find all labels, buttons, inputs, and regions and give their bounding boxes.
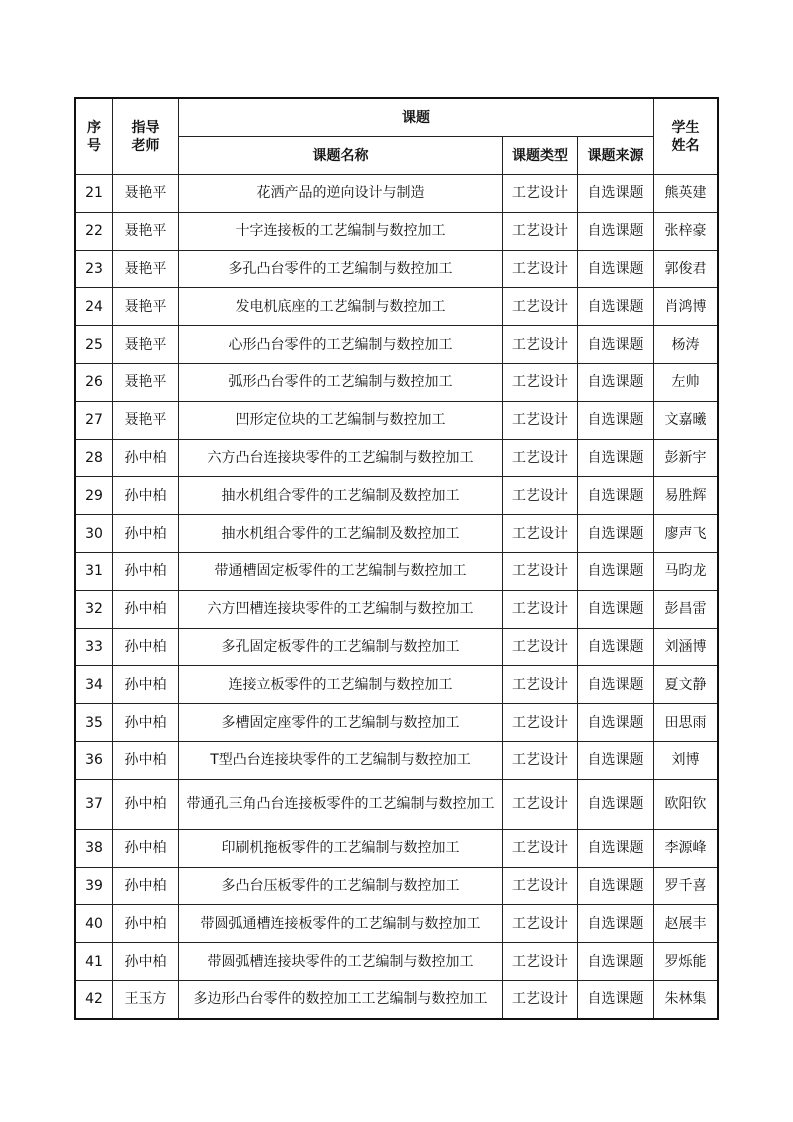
- cell-advisor: 孙中柏: [113, 666, 179, 704]
- cell-topic-source: 自选课题: [578, 250, 654, 288]
- cell-advisor: 聂艳平: [113, 326, 179, 364]
- cell-index: 41: [76, 943, 113, 981]
- cell-advisor: 孙中柏: [113, 552, 179, 590]
- table-row: [76, 326, 718, 364]
- cell-advisor: 孙中柏: [113, 515, 179, 553]
- cell-student: 彭昌雷: [654, 590, 718, 628]
- cell-topic-type: 工艺设计: [503, 439, 578, 477]
- table-body: [76, 175, 718, 1019]
- table-row: [76, 552, 718, 590]
- table-row: [76, 439, 718, 477]
- cell-topic-source: 自选课题: [578, 980, 654, 1018]
- cell-topic-name: 多凸台压板零件的工艺编制与数控加工: [179, 867, 503, 905]
- table-row: [76, 779, 718, 829]
- cell-student: 田思雨: [654, 704, 718, 742]
- cell-topic-source: 自选课题: [578, 288, 654, 326]
- cell-index: 34: [76, 666, 113, 704]
- cell-topic-name: 发电机底座的工艺编制与数控加工: [179, 288, 503, 326]
- cell-topic-source: 自选课题: [578, 628, 654, 666]
- cell-topic-type: 工艺设计: [503, 175, 578, 213]
- cell-topic-type: 工艺设计: [503, 704, 578, 742]
- table-row: [76, 905, 718, 943]
- cell-index: 33: [76, 628, 113, 666]
- cell-topic-source: 自选课题: [578, 867, 654, 905]
- table-row: [76, 943, 718, 981]
- cell-topic-source: 自选课题: [578, 943, 654, 981]
- cell-topic-source: 自选课题: [578, 829, 654, 867]
- cell-topic-type: 工艺设计: [503, 288, 578, 326]
- cell-index: 35: [76, 704, 113, 742]
- cell-advisor: 孙中柏: [113, 779, 179, 829]
- cell-topic-type: 工艺设计: [503, 363, 578, 401]
- cell-topic-source: 自选课题: [578, 175, 654, 213]
- header-index-label: 序 号: [87, 119, 101, 154]
- cell-topic-name: 十字连接板的工艺编制与数控加工: [179, 212, 503, 250]
- cell-topic-type: 工艺设计: [503, 943, 578, 981]
- cell-topic-name: 连接立板零件的工艺编制与数控加工: [179, 666, 503, 704]
- cell-student: 欧阳钦: [654, 779, 718, 829]
- cell-topic-source: 自选课题: [578, 212, 654, 250]
- table-row: [76, 515, 718, 553]
- cell-index: 29: [76, 477, 113, 515]
- cell-topic-name: 凹形定位块的工艺编制与数控加工: [179, 401, 503, 439]
- cell-index: 21: [76, 175, 113, 213]
- cell-topic-source: 自选课题: [578, 666, 654, 704]
- cell-advisor: 孙中柏: [113, 477, 179, 515]
- cell-topic-type: 工艺设计: [503, 867, 578, 905]
- table-row: [76, 666, 718, 704]
- table-row: [76, 401, 718, 439]
- cell-advisor: 孙中柏: [113, 829, 179, 867]
- cell-topic-type: 工艺设计: [503, 326, 578, 364]
- cell-student: 赵展丰: [654, 905, 718, 943]
- cell-student: 易胜辉: [654, 477, 718, 515]
- cell-topic-name: 抽水机组合零件的工艺编制及数控加工: [179, 477, 503, 515]
- cell-index: 24: [76, 288, 113, 326]
- cell-index: 31: [76, 552, 113, 590]
- cell-topic-name: 花洒产品的逆向设计与制造: [179, 175, 503, 213]
- cell-topic-type: 工艺设计: [503, 590, 578, 628]
- cell-advisor: 聂艳平: [113, 212, 179, 250]
- cell-topic-name: 心形凸台零件的工艺编制与数控加工: [179, 326, 503, 364]
- cell-index: 38: [76, 829, 113, 867]
- header-topic-type: 课题类型: [503, 137, 578, 175]
- cell-topic-type: 工艺设计: [503, 552, 578, 590]
- table-row: [76, 250, 718, 288]
- cell-topic-name: 多孔固定板零件的工艺编制与数控加工: [179, 628, 503, 666]
- cell-topic-name: 带圆弧通槽连接板零件的工艺编制与数控加工: [179, 905, 503, 943]
- cell-student: 罗烁能: [654, 943, 718, 981]
- cell-topic-type: 工艺设计: [503, 515, 578, 553]
- table-row: [76, 867, 718, 905]
- cell-index: 30: [76, 515, 113, 553]
- cell-advisor: 孙中柏: [113, 943, 179, 981]
- cell-advisor: 王玉方: [113, 980, 179, 1018]
- cell-advisor: 孙中柏: [113, 867, 179, 905]
- cell-topic-source: 自选课题: [578, 515, 654, 553]
- cell-index: 28: [76, 439, 113, 477]
- header-advisor-label: 指导 老师: [131, 119, 160, 154]
- cell-index: 23: [76, 250, 113, 288]
- table-row: [76, 704, 718, 742]
- table-row: [76, 288, 718, 326]
- cell-student: 罗千喜: [654, 867, 718, 905]
- cell-student: 张梓豪: [654, 212, 718, 250]
- header-student: [654, 99, 718, 175]
- table-row: [76, 175, 718, 213]
- cell-student: 刘博: [654, 741, 718, 779]
- cell-index: 37: [76, 779, 113, 829]
- topics-table: [75, 98, 718, 1019]
- cell-topic-type: 工艺设计: [503, 628, 578, 666]
- cell-topic-source: 自选课题: [578, 439, 654, 477]
- cell-topic-name: T型凸台连接块零件的工艺编制与数控加工: [179, 741, 503, 779]
- cell-advisor: 孙中柏: [113, 590, 179, 628]
- table-row: [76, 980, 718, 1018]
- cell-topic-source: 自选课题: [578, 741, 654, 779]
- cell-advisor: 孙中柏: [113, 704, 179, 742]
- cell-topic-type: 工艺设计: [503, 980, 578, 1018]
- cell-topic-name: 六方凹槽连接块零件的工艺编制与数控加工: [179, 590, 503, 628]
- header-index: [76, 99, 113, 175]
- cell-student: 郭俊君: [654, 250, 718, 288]
- table-row: [76, 477, 718, 515]
- cell-topic-name: 带圆弧槽连接块零件的工艺编制与数控加工: [179, 943, 503, 981]
- cell-topic-source: 自选课题: [578, 363, 654, 401]
- table-row: [76, 363, 718, 401]
- cell-topic-name: 多边形凸台零件的数控加工工艺编制与数控加工: [179, 980, 503, 1018]
- cell-index: 25: [76, 326, 113, 364]
- cell-topic-type: 工艺设计: [503, 829, 578, 867]
- cell-advisor: 孙中柏: [113, 905, 179, 943]
- cell-topic-source: 自选课题: [578, 590, 654, 628]
- cell-index: 42: [76, 980, 113, 1018]
- cell-topic-type: 工艺设计: [503, 779, 578, 829]
- cell-student: 文嘉曦: [654, 401, 718, 439]
- cell-student: 夏文静: [654, 666, 718, 704]
- cell-student: 马昀龙: [654, 552, 718, 590]
- header-topic-group: 课题: [179, 99, 654, 137]
- cell-topic-type: 工艺设计: [503, 212, 578, 250]
- cell-index: 22: [76, 212, 113, 250]
- cell-topic-source: 自选课题: [578, 326, 654, 364]
- cell-topic-source: 自选课题: [578, 552, 654, 590]
- cell-topic-name: 带通槽固定板零件的工艺编制与数控加工: [179, 552, 503, 590]
- cell-topic-name: 带通孔三角凸台连接板零件的工艺编制与数控加工: [179, 779, 503, 829]
- cell-advisor: 聂艳平: [113, 401, 179, 439]
- cell-advisor: 孙中柏: [113, 439, 179, 477]
- cell-topic-source: 自选课题: [578, 779, 654, 829]
- cell-topic-source: 自选课题: [578, 401, 654, 439]
- cell-topic-source: 自选课题: [578, 704, 654, 742]
- cell-advisor: 聂艳平: [113, 250, 179, 288]
- table-row: [76, 829, 718, 867]
- cell-index: 36: [76, 741, 113, 779]
- table-header: [76, 99, 718, 175]
- cell-topic-name: 多孔凸台零件的工艺编制与数控加工: [179, 250, 503, 288]
- cell-topic-name: 印刷机拖板零件的工艺编制与数控加工: [179, 829, 503, 867]
- cell-student: 熊英建: [654, 175, 718, 213]
- header-topic-source: 课题来源: [578, 137, 654, 175]
- cell-topic-source: 自选课题: [578, 905, 654, 943]
- cell-topic-type: 工艺设计: [503, 477, 578, 515]
- cell-index: 27: [76, 401, 113, 439]
- cell-student: 李源峰: [654, 829, 718, 867]
- cell-topic-type: 工艺设计: [503, 905, 578, 943]
- cell-topic-name: 六方凸台连接块零件的工艺编制与数控加工: [179, 439, 503, 477]
- cell-topic-name: 抽水机组合零件的工艺编制及数控加工: [179, 515, 503, 553]
- cell-student: 杨涛: [654, 326, 718, 364]
- cell-topic-name: 多槽固定座零件的工艺编制与数控加工: [179, 704, 503, 742]
- cell-student: 刘涵博: [654, 628, 718, 666]
- cell-index: 40: [76, 905, 113, 943]
- cell-topic-type: 工艺设计: [503, 401, 578, 439]
- cell-advisor: 聂艳平: [113, 175, 179, 213]
- cell-topic-name: 弧形凸台零件的工艺编制与数控加工: [179, 363, 503, 401]
- cell-topic-type: 工艺设计: [503, 666, 578, 704]
- cell-advisor: 聂艳平: [113, 363, 179, 401]
- cell-index: 26: [76, 363, 113, 401]
- header-topic-name: 课题名称: [179, 137, 503, 175]
- cell-index: 39: [76, 867, 113, 905]
- cell-advisor: 孙中柏: [113, 628, 179, 666]
- cell-student: 彭新宇: [654, 439, 718, 477]
- cell-index: 32: [76, 590, 113, 628]
- cell-student: 廖声飞: [654, 515, 718, 553]
- cell-topic-type: 工艺设计: [503, 250, 578, 288]
- header-advisor: [113, 99, 179, 175]
- cell-topic-type: 工艺设计: [503, 741, 578, 779]
- table-row: [76, 590, 718, 628]
- table-row: [76, 212, 718, 250]
- header-student-label: 学生 姓名: [671, 119, 700, 154]
- cell-student: 肖鸿博: [654, 288, 718, 326]
- table-row: [76, 741, 718, 779]
- cell-topic-source: 自选课题: [578, 477, 654, 515]
- cell-advisor: 聂艳平: [113, 288, 179, 326]
- cell-student: 朱林集: [654, 980, 718, 1018]
- cell-student: 左帅: [654, 363, 718, 401]
- table-row: [76, 628, 718, 666]
- cell-advisor: 孙中柏: [113, 741, 179, 779]
